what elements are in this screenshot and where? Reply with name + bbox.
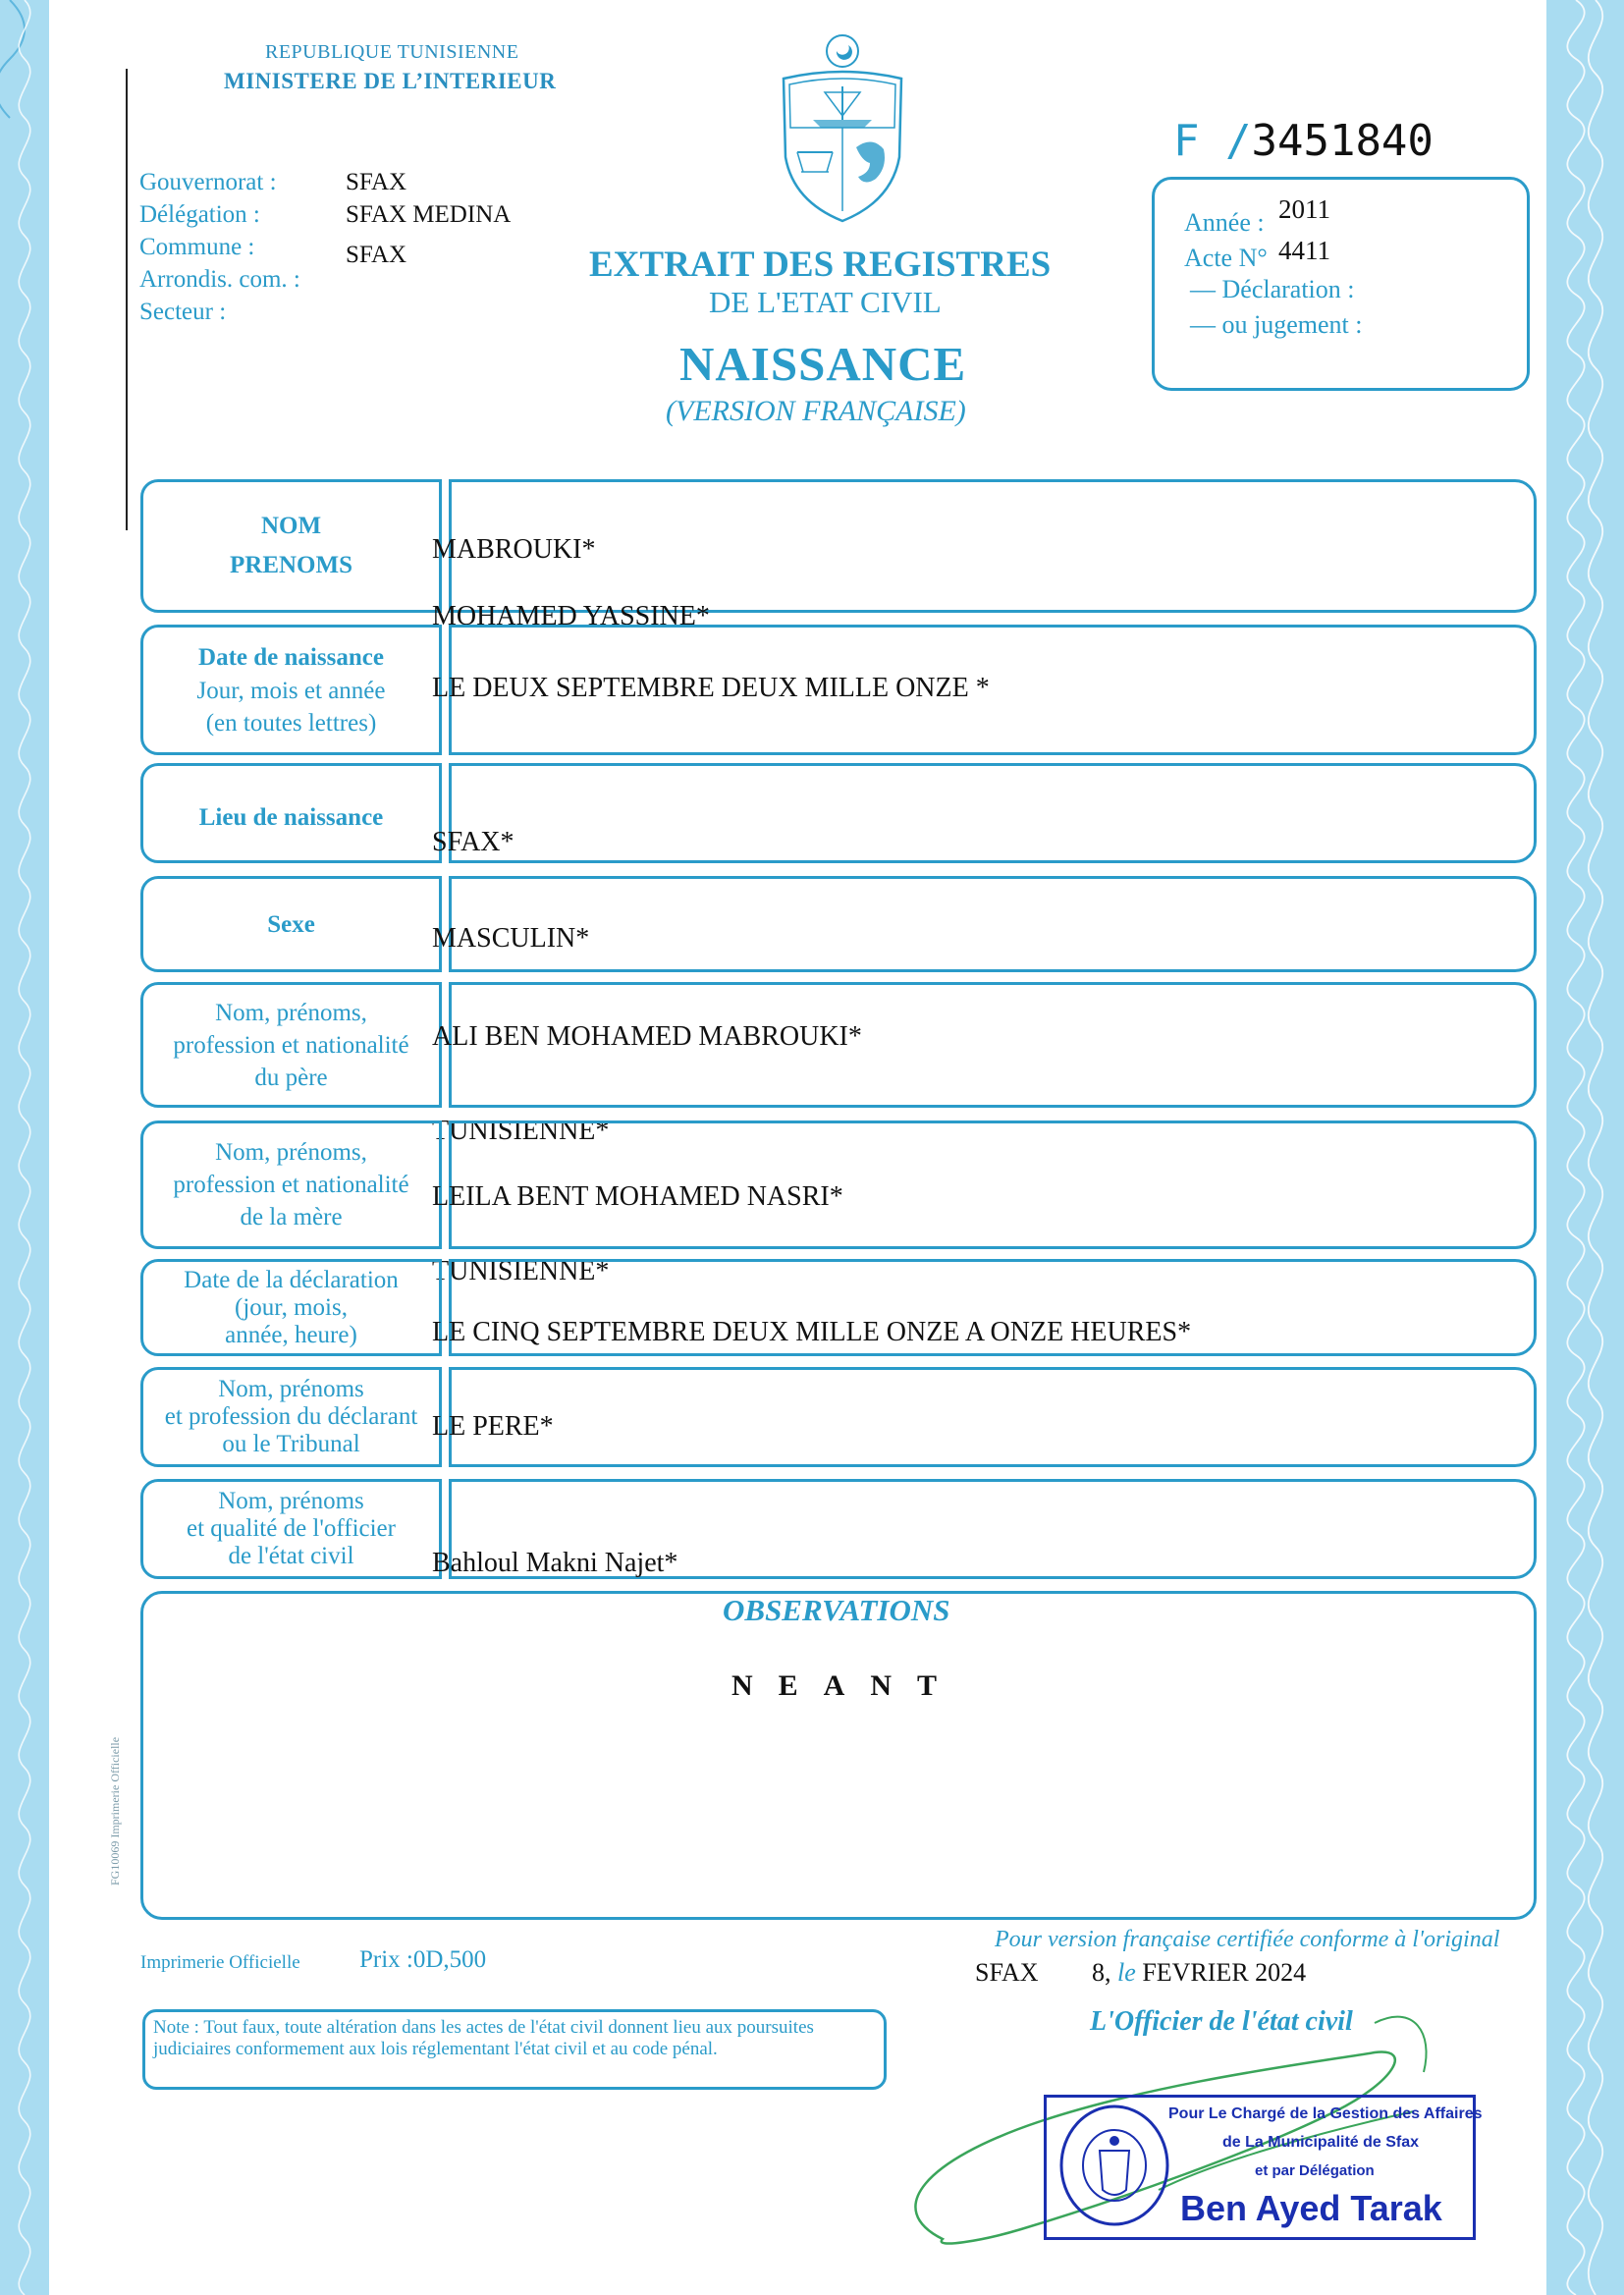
municipality-seal-icon [1056,2102,1173,2229]
issue-date: FEVRIER 2024 [1142,1958,1307,1987]
declarant-label-line1: Nom, prénoms [218,1376,364,1402]
declaration-date-label-line2: (jour, mois, [235,1293,348,1321]
header-divider [126,69,128,530]
date-naissance-label-cell [140,625,442,755]
document-type: NAISSANCE [679,337,967,391]
sexe-label-cell [140,876,442,972]
certification-text: Pour version française certifiée conforme à l'original [995,1927,1500,1952]
lieu-naissance-label: Lieu de naissance [198,804,384,831]
declarant-label-line3: ou le Tribunal [222,1431,360,1457]
issue-place-date: SFAX 8, le FEVRIER 2024 [975,1958,1307,1987]
tunisia-coat-of-arms-icon [774,29,911,226]
declaration-date-label-line3: année, heure) [225,1321,357,1348]
lieu-naissance-value: SFAX* [432,827,514,857]
lieu-naissance-label-cell [140,763,442,863]
date-naissance-label: Date de naissance [198,643,384,671]
nom-prenoms-value-cell [449,479,1537,613]
issue-le: le [1117,1958,1136,1987]
price-value: 0D,500 [412,1946,487,1973]
mere-value: LEILA BENT MOHAMED NASRI* [432,1181,843,1212]
nom-prenoms-label-cell [140,479,442,613]
mere-nationalite: TUNISIENNE* [432,1256,610,1286]
declaration-label: — Déclaration : [1190,275,1355,303]
legal-note: Note : Tout faux, toute altération dans les actes de l'état civil donnent lieu aux poursuites judiciaires conformement aux lois réglementant l'état civil et au code pénal. [142,2009,887,2090]
ministry-label: MINISTERE DE L’INTERIEUR [224,69,557,93]
mere-label-line2: profession et nationalité [173,1172,409,1198]
document-title: EXTRAIT DES REGISTRES [589,245,1052,285]
declarant-label-cell [140,1367,442,1467]
pere-nationalite: TUNISIENNE* [432,1116,610,1146]
declarant-value: LE PERE* [432,1411,554,1442]
date-naissance-note: (en toutes lettres) [205,709,377,737]
officier-label-line3: de l'état civil [228,1543,354,1569]
declaration-date-label-cell [140,1259,442,1356]
annee-value: 2011 [1278,194,1330,224]
nom-value: MABROUKI* [432,534,596,565]
serial-value: 3451840 [1251,116,1434,166]
prenoms-value: MOHAMED YASSINE* [432,601,710,631]
serial-prefix: F / [1173,116,1252,166]
date-naissance-value: LE DEUX SEPTEMBRE DEUX MILLE ONZE * [432,673,990,703]
printer-label: Imprimerie Officielle [140,1952,300,1973]
commune-label: Commune : [139,234,255,260]
delegation-label: Délégation : [139,201,260,228]
officier-label-line2: et qualité de l'officier [187,1515,396,1542]
observations-box [140,1591,1537,1920]
officier-label-cell [140,1479,442,1579]
mere-label-line3: de la mère [240,1204,343,1230]
pere-value: ALI BEN MOHAMED MABROUKI* [432,1021,862,1052]
delegation-value: SFAX MEDINA [346,201,512,228]
stamp-signatory-name: Ben Ayed Tarak [1180,2188,1442,2228]
declaration-date-label-line1: Date de la déclaration [184,1266,399,1293]
arrondissement-label: Arrondis. com. : [139,266,300,293]
issue-day: 8 [1092,1958,1106,1987]
date-naissance-sublabel: Jour, mois et année [196,677,386,704]
pere-label-line3: du père [254,1064,328,1091]
annee-label: Année : [1184,208,1265,237]
stamp-line1: Pour Le Chargé de la Gestion des Affaires [1168,2105,1483,2122]
left-guilloche-border [0,0,49,2295]
mere-label-cell [140,1120,442,1249]
mere-label-line1: Nom, prénoms, [215,1139,367,1166]
document-version: (VERSION FRANÇAISE) [666,395,966,427]
printer-code: FG10069 Imprimerie Officielle [108,1736,122,1885]
commune-value: SFAX [346,242,407,268]
declaration-date-value: LE CINQ SEPTEMBRE DEUX MILLE ONZE A ONZE HEURES* [432,1317,1192,1347]
secteur-label: Secteur : [139,299,227,325]
stamp-line3: et par Délégation [1255,2162,1375,2179]
officier-value: Bahloul Makni Najet* [432,1548,678,1578]
issue-place: SFAX [975,1958,1039,1987]
nom-label: NOM [260,513,322,539]
stamp-line2: de La Municipalité de Sfax [1222,2134,1420,2151]
observations-title: OBSERVATIONS [723,1593,950,1627]
lieu-naissance-value-cell [449,763,1537,863]
serial-number [1173,116,1434,166]
sexe-value-cell [449,876,1537,972]
prenoms-label: PRENOMS [230,552,352,578]
price-label: Prix : [359,1946,413,1973]
gouvernorat-value: SFAX [346,169,407,195]
republic-label: REPUBLIQUE TUNISIENNE [265,41,519,63]
officier-label-line1: Nom, prénoms [218,1488,364,1514]
price [359,1946,486,1974]
right-guilloche-border [1546,0,1624,2295]
acte-number-value: 4411 [1278,236,1330,265]
jugement-label: — ou jugement : [1190,310,1363,339]
gouvernorat-label: Gouvernorat : [139,169,277,195]
declarant-value-cell [449,1367,1537,1467]
officer-title: L'Officier de l'état civil [1090,2006,1353,2037]
observations-value: NEANT [731,1669,963,1702]
sexe-label: Sexe [267,911,315,938]
document-subtitle: DE L'ETAT CIVIL [709,285,942,319]
pere-label-line2: profession et nationalité [173,1031,409,1059]
declarant-label-line2: et profession du déclarant [164,1403,418,1430]
pere-label-line1: Nom, prénoms, [215,999,367,1026]
acte-number-label: Acte N° [1184,244,1268,272]
pere-label-cell [140,982,442,1108]
sexe-value: MASCULIN* [432,923,590,954]
